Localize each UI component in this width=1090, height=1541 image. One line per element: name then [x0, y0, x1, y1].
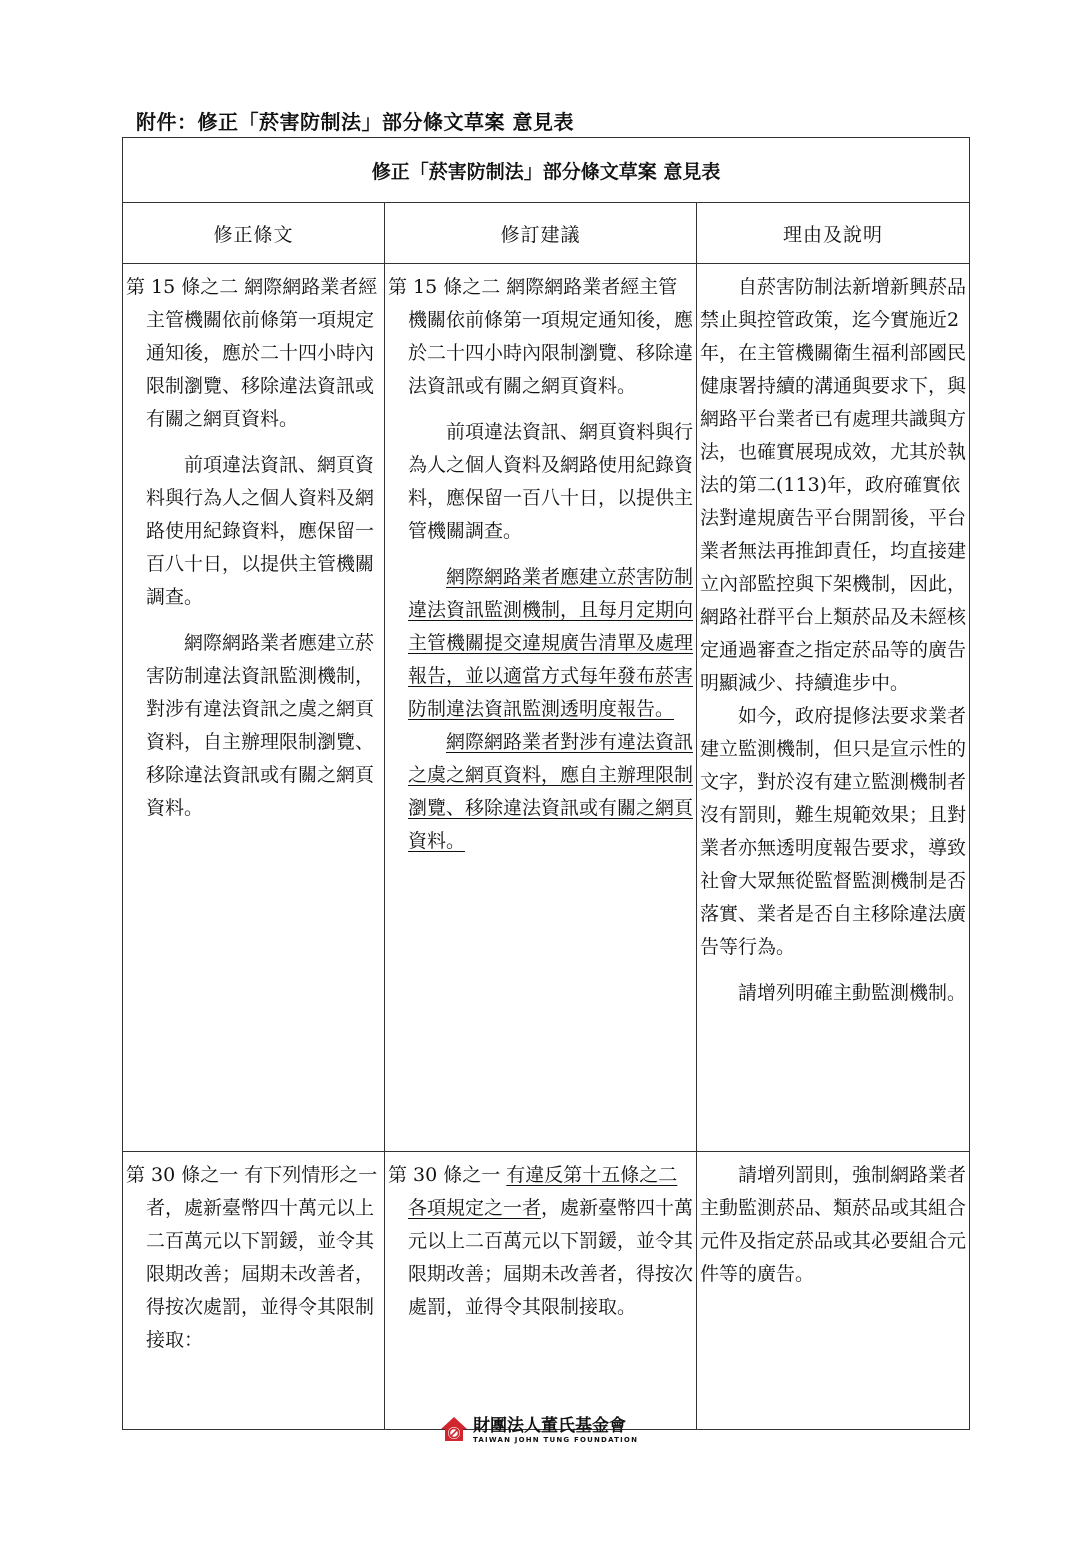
suggestion-paragraph: 前項違法資訊、網頁資料與行為人之個人資料及網路使用紀錄資料，應保留一百八十日，以提供主管機關調查。: [408, 421, 694, 542]
suggestion-added-text: 有違反第十五條之二各項規定之一者: [408, 1164, 678, 1219]
house-no-smoking-icon: [440, 1416, 468, 1446]
article-paragraph: 網際網路業者應建立菸害防制違法資訊監測機制，對涉有違法資訊之虞之網頁資料，自主辦理限制瀏覽、移除違法資訊或有關之網頁資料。: [146, 632, 375, 819]
article-paragraph: 前項違法資訊、網頁資料與行為人之個人資料及網路使用紀錄資料，應保留一百八十日，以提供主管機關調查。: [146, 454, 375, 608]
article-30-1-amended: [123, 1152, 385, 1430]
opinion-table: [122, 137, 970, 1430]
attachment-title: 附件：修正「菸害防制法」部分條文草案 意見表: [136, 110, 574, 134]
suggestion-paragraph: [388, 1159, 694, 1324]
org-name: 財團法人董氏基金會: [473, 1416, 626, 1436]
org-name-en: TAIWAN JOHN TUNG FOUNDATION: [473, 1436, 639, 1444]
suggestion-paragraph-added: 網際網路業者應建立菸害防制違法資訊監測機制，且每月定期向主管機關提交違規廣告清單及處理報告，並以適當方式每年發布菸害防制違法資訊監測透明度報告。: [408, 566, 694, 720]
article-15-2-amended: [123, 264, 385, 1152]
suggestion-text: ，處新臺幣四十萬元以上二百萬元以下罰鍰，並令其限期改善；屆期未改善者，得按次處罰，並得令其限制接取。: [408, 1197, 694, 1318]
article-number: 第 30 條之一: [388, 1164, 507, 1186]
suggestion-paragraph-added: 網際網路業者對涉有違法資訊之虞之網頁資料，應自主辦理限制瀏覽、移除違法資訊或有關之網頁資料。: [408, 731, 694, 852]
header-reason-explanation: 理由及說明: [697, 203, 970, 264]
article-30-1-reason: [697, 1152, 970, 1430]
article-15-2-suggestion: [385, 264, 697, 1152]
reason-paragraph: 自菸害防制法新增新興菸品禁止與控管政策，迄今實施近2年，在主管機關衛生福利部國民健康署持續的溝通與要求下，與網路平台業者已有處理共識與方法，也確實展現成效，尤其於執法的第二(113)年，政府確實依法對違規廣告平台開罰後，平台業者無法再推卸責任，均直接建立內部監控與下架機制，因此，網路社群平台上類菸品及未經核定通過審查之指定菸品等的廣告明顯減少、持續進步中。: [700, 276, 967, 694]
article-15-2-reason: [697, 264, 970, 1152]
article-paragraph: 第 15 條之二 網際網路業者經主管機關依前條第一項規定通知後，應於二十四小時內限制瀏覽、移除違法資訊或有關之網頁資料。: [126, 276, 378, 430]
header-amended-article: 修正條文: [123, 203, 385, 264]
article-30-1-suggestion: [385, 1152, 697, 1430]
form-title: 修正「菸害防制法」部分條文草案 意見表: [123, 138, 970, 203]
reason-paragraph: 請增列明確主動監測機制。: [738, 982, 967, 1004]
reason-paragraph: 如今，政府提修法要求業者建立監測機制，但只是宣示性的文字，對於沒有建立監測機制者沒有罰則，難生規範效果；且對業者亦無透明度報告要求，導致社會大眾無從監督監測機制是否落實、業者是否自主移除違法廣告等行為。: [700, 705, 967, 958]
table-row: [123, 264, 970, 1152]
footer-logo: [440, 1416, 638, 1446]
article-paragraph: 第 30 條之一 有下列情形之一者，處新臺幣四十萬元以上二百萬元以下罰鍰，並令其限期改善；屆期未改善者，得按次處罰，並得令其限制接取：: [126, 1164, 378, 1351]
suggestion-paragraph: 第 15 條之二 網際網路業者經主管機關依前條第一項規定通知後，應於二十四小時內限制瀏覽、移除違法資訊或有關之網頁資料。: [388, 276, 694, 397]
reason-paragraph: 請增列罰則，強制網路業者主動監測菸品、類菸品或其組合元件及指定菸品或其必要組合元件等的廣告。: [700, 1164, 967, 1285]
header-revision-suggestion: 修訂建議: [385, 203, 697, 264]
table-row: [123, 1152, 970, 1430]
